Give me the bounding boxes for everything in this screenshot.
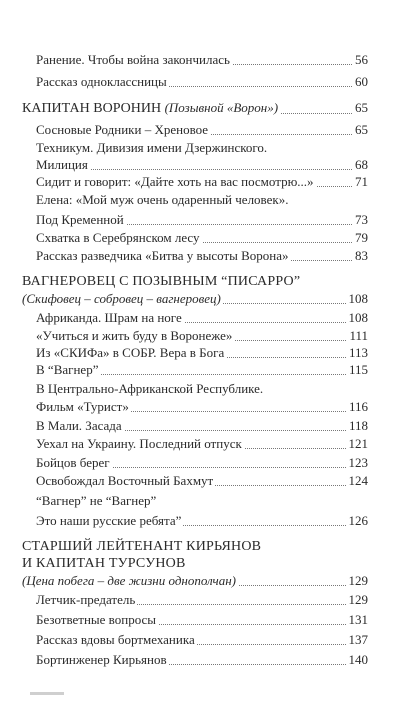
section-title-line2: И КАПИТАН ТУРСУНОВ [22,556,186,571]
toc-entry [36,345,368,361]
toc-entry [36,174,368,190]
toc-entry-title: Уехал на Украину. Последний отпуск [36,436,242,451]
toc-entry [36,310,368,326]
toc-entry-title: Техникум. Дивизия имени Дзержинского. [36,140,268,155]
section-subtitle-line [22,291,368,307]
toc-entry-title: Освобождал Восточный Бахмут [36,473,214,488]
toc-entry [36,122,368,138]
toc-entry-title: Фильм «Турист» [36,399,129,414]
toc-page-number: 116 [348,399,368,414]
toc-entry [36,362,368,378]
toc-entry [36,493,368,509]
toc-entry-title: Бортинженер Кирьянов [36,652,167,667]
toc-entry-title: Из «СКИФа» в СОБР. Вера в Бога [36,345,225,360]
section-subtitle: (Цена побега – две жизни однополчан) [22,573,237,588]
toc-entry-title: Ранение. Чтобы война закончилась [36,52,230,67]
toc-entry-title: Схватка в Серебрянском лесу [36,230,200,245]
toc-entry-title: В Мали. Засада [36,418,122,433]
toc-page-number: 108 [348,310,368,325]
toc-entry-title: Сидит и говорит: «Дайте хоть на вас посмотрю...» [36,174,314,189]
toc-page-number: 83 [355,248,368,263]
toc-entry [36,230,368,246]
toc-entry-title: В “Вагнер” [36,362,99,377]
toc-page-number: 118 [348,418,368,433]
section-subtitle-line [22,573,368,589]
toc-page-number: 129 [348,573,368,588]
toc-entry-title: Сосновые Родники – Хреновое [36,122,209,137]
toc-entry-title: Под Кременной [36,212,124,227]
toc-entry [36,592,368,608]
toc-page-number: 71 [355,174,368,189]
toc-entry-title: Это наши русские ребята” [36,513,182,528]
toc-entry [36,157,368,173]
section-title: ВАГНЕРОВЕЦ С ПОЗЫВНЫМ “ПИСАРРО” [22,274,301,289]
toc-entry [36,473,368,489]
page-edge-mark [30,692,64,695]
toc-page-number: 73 [355,212,368,227]
section-subtitle: (Позывной «Ворон») [164,100,279,115]
toc-page-number: 123 [348,455,368,470]
toc-entry [36,652,368,668]
toc-page-number: 68 [355,157,368,172]
toc-entry-title: Безответные вопросы [36,612,157,627]
toc-entry [36,328,368,344]
toc-page-number: 108 [348,291,368,306]
toc-page-number: 129 [348,592,368,607]
toc-page-number: 56 [355,52,368,67]
toc-page-number: 113 [348,345,368,360]
toc-entry-title: “Вагнер” не “Вагнер” [36,493,157,508]
section-subtitle: (Скифовец – собровец – вагнеровец) [22,291,221,306]
toc-entry [36,192,368,208]
toc-page-number: 126 [348,513,368,528]
section-heading [22,100,368,117]
toc-entry [36,436,368,452]
toc-page-number: 121 [348,436,368,451]
toc-page-number: 60 [355,74,368,89]
section-title: КАПИТАН ВОРОНИН [22,101,162,116]
toc-page-number: 111 [349,328,368,343]
toc-entry-title: Африканда. Шрам на ноге [36,310,182,325]
toc-entry-title: Бойцов берег [36,455,110,470]
toc-page-number: 115 [348,362,368,377]
toc-page-number: 79 [355,230,368,245]
toc-entry [36,418,368,434]
toc-entry [36,399,368,415]
toc-entry [36,212,368,228]
toc-page-number: 65 [355,122,368,137]
toc-page-number: 131 [348,612,368,627]
toc-entry [36,248,368,264]
toc-page-number: 140 [348,652,368,667]
toc-entry-title: Рассказ разведчика «Битва у высоты Ворона» [36,248,289,263]
toc-entry [36,74,368,90]
toc-page-number: 65 [355,100,368,115]
toc-entry [36,612,368,628]
toc-entry [36,632,368,648]
toc-entry-title: Елена: «Мой муж очень одаренный человек». [36,192,289,207]
toc-entry [36,52,368,68]
toc-entry-title: Рассказ одноклассницы [36,74,167,89]
toc-entry [36,381,368,397]
toc-entry-title: «Учиться и жить буду в Воронеже» [36,328,233,343]
toc-entry [36,140,368,156]
toc-page-number: 124 [348,473,368,488]
toc-page-number: 137 [348,632,368,647]
toc-entry-title: В Центрально-Африканской Республике. [36,381,264,396]
toc-entry-title: Рассказ вдовы бортмеханика [36,632,195,647]
toc-entry-title: Милиция [36,157,88,172]
toc-entry-title: Летчик-предатель [36,592,136,607]
section-title: СТАРШИЙ ЛЕЙТЕНАНТ КИРЬЯНОВ [22,539,262,554]
toc-entry [36,455,368,471]
toc-entry [36,513,368,529]
